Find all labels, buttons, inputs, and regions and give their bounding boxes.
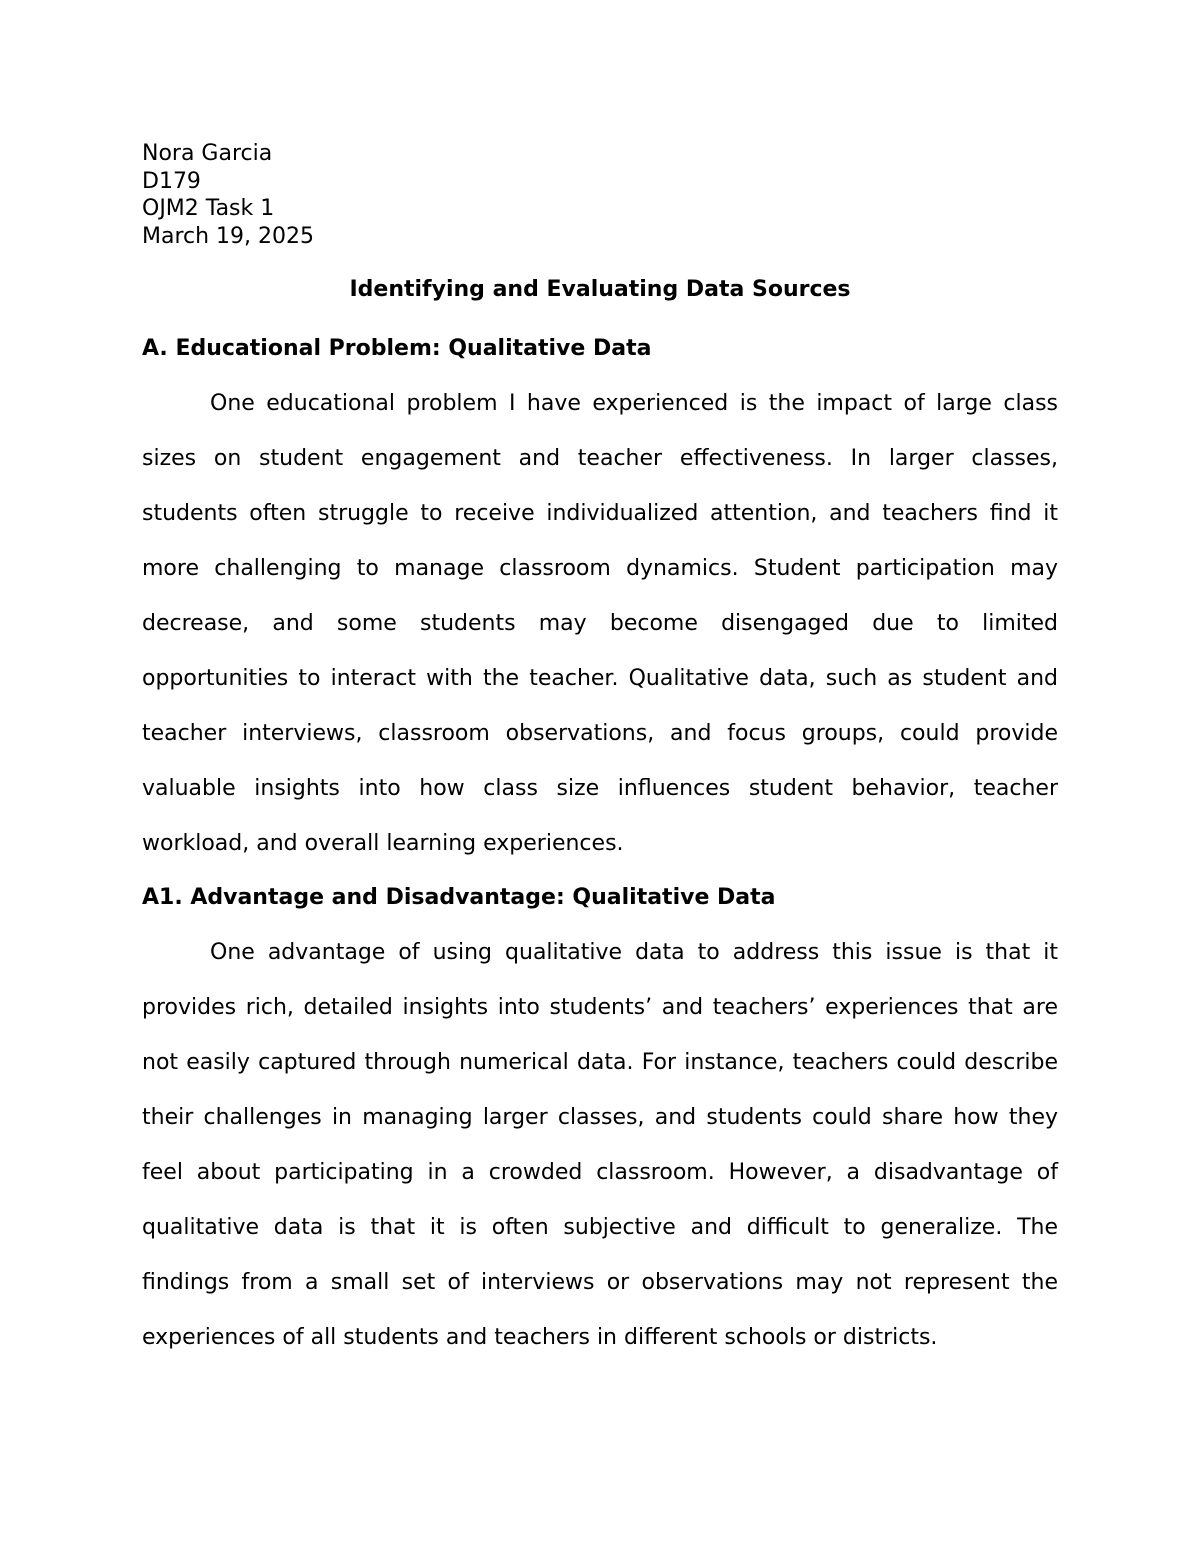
section-body-a1: One advantage of using qualitative data to address this issue is that it provides rich, detailed insights into students’ and teachers’ experiences that are not easily captured through numerical data. For instance, teachers could describe their challenges in managing larger classes, and students could share how they feel about participating in a crowded classroom. However, a disadvantage of qualitative data is that it is often subjective and difficult to generalize. The findings from a small set of interviews or observations may not represent the experiences of all students and teachers in different schools or districts. — [142, 939, 1058, 1350]
document-title: Identifying and Evaluating Data Sources — [349, 277, 851, 302]
course-code: D179 — [142, 168, 201, 194]
section-body-a: One educational problem I have experienced is the impact of large class sizes on student engagement and teacher effectiveness. In larger classes, students often struggle to receive individualized attention, and teachers find it more challenging to manage classroom dynamics. Student participation may decrease, and some students may become disengaged due to limited opportunities to interact with the teacher. Qualitative data, such as student and teacher interviews, classroom observations, and focus groups, could provide valuable insights into how class size influences student behavior, teacher workload, and overall learning experiences. — [142, 391, 1058, 856]
document-date: March 19, 2025 — [142, 223, 315, 249]
task-name: OJM2 Task 1 — [142, 196, 275, 221]
document-content — [142, 140, 1058, 1365]
author-name: Nora Garcia — [142, 141, 273, 166]
section-heading-a: A. Educational Problem: Qualitative Data — [142, 335, 652, 361]
document-header — [142, 140, 1058, 250]
section-heading-a1: A1. Advantage and Disadvantage: Qualitative Data — [142, 885, 776, 910]
